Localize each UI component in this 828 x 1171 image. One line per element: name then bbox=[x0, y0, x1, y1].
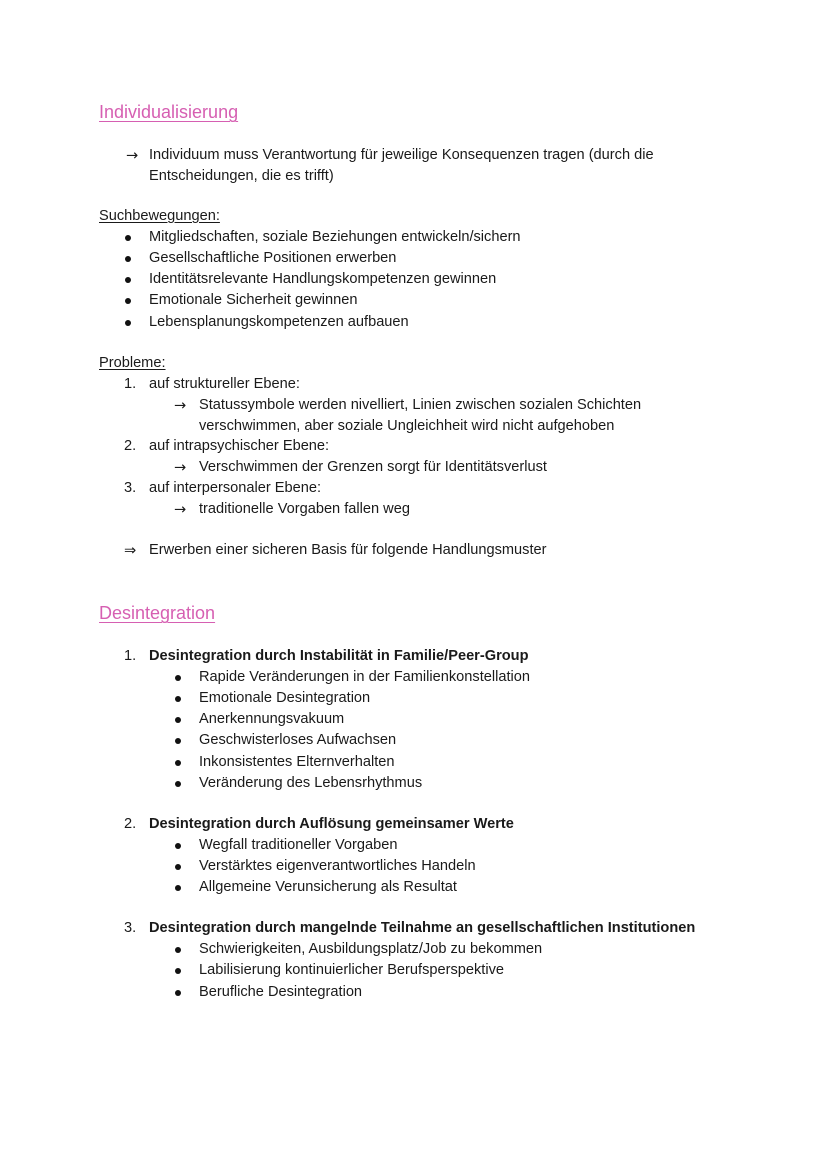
suchbewegungen-label: Suchbewegungen: bbox=[99, 208, 220, 224]
bullet-icon bbox=[175, 781, 181, 787]
list-number: 2. bbox=[124, 438, 137, 454]
list-number: 1. bbox=[124, 648, 137, 664]
list-item: Schwierigkeiten, Ausbildungsplatz/Job zu bekommen bbox=[199, 941, 543, 957]
bullet-icon bbox=[175, 885, 181, 891]
list-number: 2. bbox=[124, 816, 137, 832]
problem-detail: verschwimmen, aber soziale Ungleichheit wird nicht aufgehoben bbox=[199, 418, 615, 434]
intro-line-1: Individuum muss Verantwortung für jeweilige Konsequenzen tragen (durch die bbox=[149, 147, 654, 163]
bullet-icon bbox=[175, 864, 181, 870]
bullet-icon bbox=[125, 235, 131, 241]
arrow-icon: → bbox=[174, 501, 187, 518]
bullet-icon bbox=[175, 947, 181, 953]
bullet-icon bbox=[125, 277, 131, 283]
list-item: Mitgliedschaften, soziale Beziehungen entwickeln/sichern bbox=[149, 229, 521, 245]
list-item: Verstärktes eigenverantwortliches Handeln bbox=[199, 858, 476, 874]
group-title: Desintegration durch Auflösung gemeinsamer Werte bbox=[149, 816, 514, 832]
section-title-desintegration: Desintegration bbox=[99, 603, 216, 623]
problem-title: auf interpersonaler Ebene: bbox=[149, 480, 321, 496]
list-item: Inkonsistentes Elternverhalten bbox=[199, 754, 395, 770]
list-item: Wegfall traditioneller Vorgaben bbox=[199, 837, 398, 853]
list-number: 3. bbox=[124, 480, 137, 496]
list-item: Emotionale Sicherheit gewinnen bbox=[149, 292, 358, 308]
double-arrow-icon: ⇒ bbox=[124, 542, 137, 559]
bullet-icon bbox=[175, 990, 181, 996]
bullet-icon bbox=[175, 843, 181, 849]
list-number: 3. bbox=[124, 920, 137, 936]
problem-title: auf struktureller Ebene: bbox=[149, 376, 300, 392]
list-item: Lebensplanungskompetenzen aufbauen bbox=[149, 314, 409, 330]
list-item: Identitätsrelevante Handlungskompetenzen gewinnen bbox=[149, 271, 497, 287]
bullet-icon bbox=[175, 760, 181, 766]
list-item: Rapide Veränderungen in der Familienkonstellation bbox=[199, 669, 531, 685]
arrow-icon: → bbox=[174, 459, 187, 476]
problem-detail: Verschwimmen der Grenzen sorgt für Identitätsverlust bbox=[199, 459, 547, 475]
bullet-icon bbox=[175, 717, 181, 723]
bullet-icon bbox=[175, 696, 181, 702]
group-title: Desintegration durch Instabilität in Familie/Peer-Group bbox=[149, 648, 529, 664]
bullet-icon bbox=[125, 298, 131, 304]
bullet-icon bbox=[175, 738, 181, 744]
bullet-icon bbox=[125, 256, 131, 262]
problem-detail: traditionelle Vorgaben fallen weg bbox=[199, 501, 410, 517]
list-item: Veränderung des Lebensrhythmus bbox=[199, 775, 423, 791]
list-item: Gesellschaftliche Positionen erwerben bbox=[149, 250, 397, 266]
list-item: Allgemeine Verunsicherung als Resultat bbox=[199, 879, 457, 895]
probleme-label: Probleme: bbox=[99, 355, 166, 371]
conclusion-text: Erwerben einer sicheren Basis für folgende Handlungsmuster bbox=[149, 542, 547, 558]
bullet-icon bbox=[125, 320, 131, 326]
list-item: Emotionale Desintegration bbox=[199, 690, 371, 706]
arrow-icon: → bbox=[126, 147, 139, 164]
list-item: Anerkennungsvakuum bbox=[199, 711, 345, 727]
intro-line-2: Entscheidungen, die es trifft) bbox=[149, 168, 334, 184]
problem-detail: Statussymbole werden nivelliert, Linien zwischen sozialen Schichten bbox=[199, 397, 642, 413]
group-title: Desintegration durch mangelnde Teilnahme an gesellschaftlichen Institutionen bbox=[149, 920, 696, 936]
arrow-icon: → bbox=[174, 397, 187, 414]
bullet-icon bbox=[175, 968, 181, 974]
bullet-icon bbox=[175, 675, 181, 681]
section-title-individualisierung: Individualisierung bbox=[99, 102, 239, 122]
list-item: Geschwisterloses Aufwachsen bbox=[199, 732, 397, 748]
list-item: Labilisierung kontinuierlicher Berufsperspektive bbox=[199, 962, 505, 978]
list-item: Berufliche Desintegration bbox=[199, 984, 363, 1000]
list-number: 1. bbox=[124, 376, 137, 392]
problem-title: auf intrapsychischer Ebene: bbox=[149, 438, 330, 454]
